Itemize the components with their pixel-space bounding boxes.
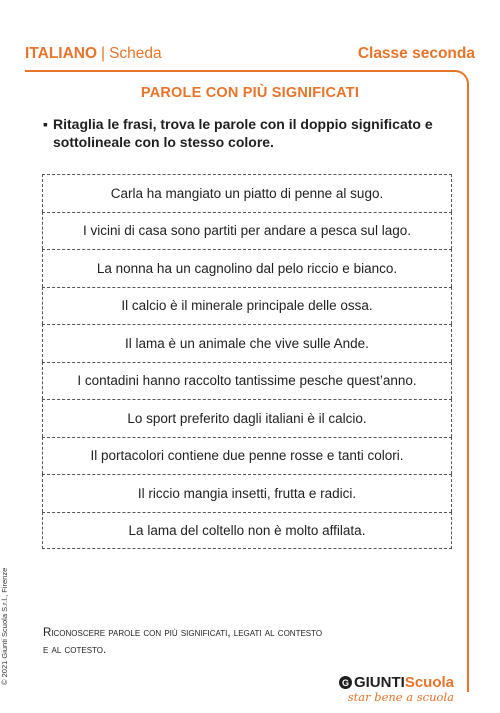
header bbox=[25, 45, 475, 67]
header-left bbox=[25, 45, 162, 63]
worksheet-type-label: Scheda bbox=[109, 45, 162, 62]
copyright-notice bbox=[0, 567, 14, 685]
sentence-strip: Lo sport preferito dagli italiani è il calcio. bbox=[42, 399, 452, 437]
logo-sub: Scuola bbox=[404, 674, 454, 691]
page-title: PAROLE CON PIÙ SIGNIFICATI bbox=[140, 85, 360, 101]
objective-line-1: Riconoscere parole con più significati, legati al contesto bbox=[43, 627, 323, 639]
logo-brand: GIUNTI bbox=[353, 674, 405, 691]
sentence-strip: La lama del coltello non è molto affilata. bbox=[42, 512, 452, 550]
publisher-logo bbox=[339, 674, 454, 704]
sentence-strip: Il lama è un animale che vive sulle Ande. bbox=[42, 324, 452, 362]
sentence-strip: I contadini hanno raccolto tantissime pesche quest’anno. bbox=[42, 362, 452, 400]
logo-tagline: star bene a scuola bbox=[347, 690, 454, 704]
grade-label: Classe seconda bbox=[357, 45, 475, 62]
logo-wordmark bbox=[339, 674, 454, 691]
header-separator: | bbox=[101, 45, 106, 62]
learning-objective bbox=[43, 625, 403, 659]
subject-label: ITALIANO bbox=[25, 45, 98, 62]
bullet-icon: ▪ bbox=[43, 116, 48, 132]
sentence-strip: Carla ha mangiato un piatto di penne al sugo. bbox=[42, 174, 452, 212]
instruction bbox=[43, 115, 463, 151]
sentence-strip: Il riccio mangia insetti, frutta e radici. bbox=[42, 474, 452, 512]
sentence-strip: La nonna ha un cagnolino dal pelo riccio e bianco. bbox=[42, 249, 452, 287]
cut-out-sentence-list bbox=[42, 174, 452, 549]
objective-line-2: e al cotesto. bbox=[43, 644, 107, 656]
sentence-strip: I vicini di casa sono partiti per andare a pesca sul lago. bbox=[42, 212, 452, 250]
sentence-strip: Il portacolori contiene due penne rosse e tanti colori. bbox=[42, 437, 452, 475]
copyright-text: © 2021 Giunti Scuola S.r.l., Firenze bbox=[0, 567, 9, 685]
logo-mark-icon: G bbox=[339, 676, 352, 689]
sentence-strip: Il calcio è il minerale principale delle ossa. bbox=[42, 287, 452, 325]
instruction-text: Ritaglia le frasi, trova le parole con il doppio significato e sottolineale con lo stesso colore. bbox=[53, 116, 433, 150]
